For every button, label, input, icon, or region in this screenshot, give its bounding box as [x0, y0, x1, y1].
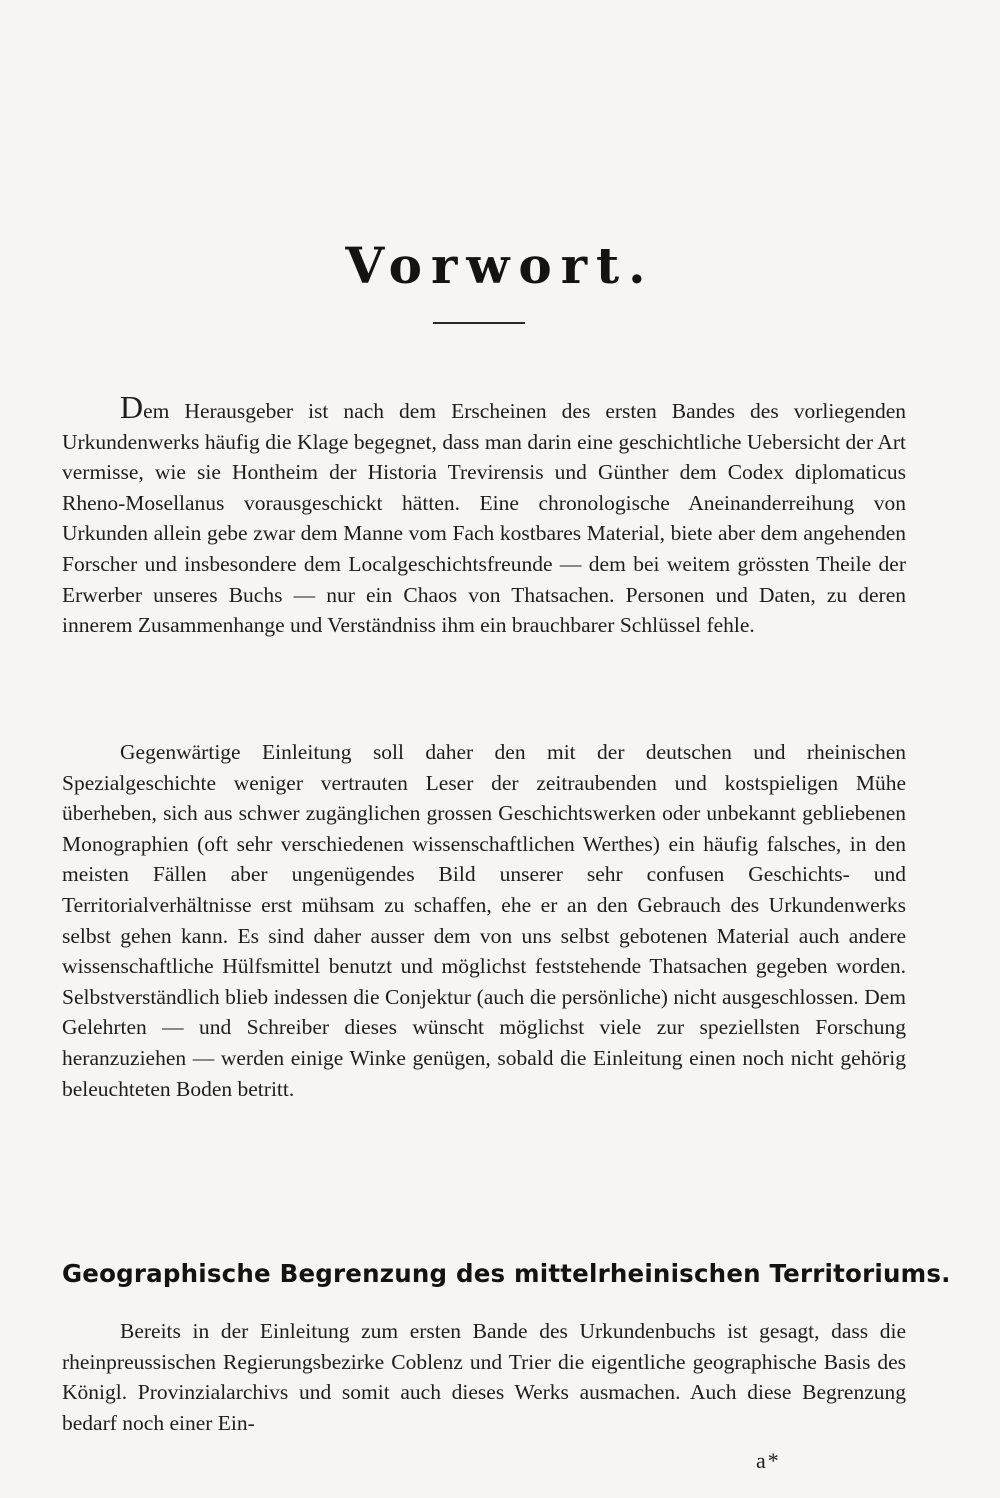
drop-cap: D	[120, 389, 144, 425]
paragraph-3	[62, 1316, 906, 1438]
paragraph-2	[62, 737, 906, 1104]
title-divider	[433, 322, 525, 324]
paragraph-2-text: Gegenwärtige Einleitung soll daher den mit der deutschen und rheinischen Spezialgeschichte weniger vertrauten Leser der zeitraubenden und kostspieligen Mühe überheben, sich aus schwer zugänglichen grossen Geschichtswerken oder unbekannt gebliebenen Monographien (oft sehr verschiedenen wissenschaftlichen Werthes) ein häufig falsches, in den meisten Fällen aber ungenügendes Bild unserer sehr confusen Geschichts- und Territorialverhältnisse erst mühsam zu schaffen, ehe er an den Gebrauch des Urkundenwerks selbst gehen kann. Es sind daher ausser dem von uns selbst gebotenen Material auch andere wissenschaftliche Hülfsmittel benutzt und möglichst feststehende Thatsachen gegeben worden. Selbstverständlich blieb indessen die Conjektur (auch die persönliche) nicht ausgeschlossen. Dem Gelehrten — und Schreiber dieses wünscht möglichst viele zur speziellsten Forschung heranzuziehen — werden einige Winke genügen, sobald die Einleitung einen noch nicht gehörig beleuchteten Boden betritt.	[62, 740, 906, 1101]
paragraph-3-text: Bereits in der Einleitung zum ersten Bande des Urkundenbuchs ist gesagt, dass die rheinpreussischen Regierungsbezirke Coblenz und Trier die eigentliche geographische Basis des Königl. Provinzialarchivs und somit auch dieses Werks ausmachen. Auch diese Begrenzung bedarf noch einer Ein-	[62, 1319, 906, 1435]
section-heading: Geographische Begrenzung des mittelrheinischen Territoriums.	[62, 1259, 951, 1288]
signature-mark: a*	[756, 1448, 781, 1473]
page-title: Vorwort.	[345, 236, 655, 295]
paragraph-1	[62, 389, 906, 641]
paragraph-1-text: em Herausgeber ist nach dem Erscheinen des ersten Bandes des vorliegenden Urkundenwerks häufig die Klage begegnet, dass man darin eine geschichtliche Uebersicht der Art vermisse, wie sie Hontheim der Historia Trevirensis und Günther dem Codex diplomaticus Rheno-Mosellanus vorausgeschickt hätten. Eine chronologische Aneinanderreihung von Urkunden allein gebe zwar dem Manne vom Fach kostbares Material, biete aber dem angehenden Forscher und insbesondere dem Localgeschichtsfreunde — dem bei weitem grössten Theile der Erwerber unseres Buchs — nur ein Chaos von Thatsachen. Personen und Daten, zu deren innerem Zusammenhange und Verständniss ihm ein brauchbarer Schlüssel fehle.	[62, 399, 906, 638]
